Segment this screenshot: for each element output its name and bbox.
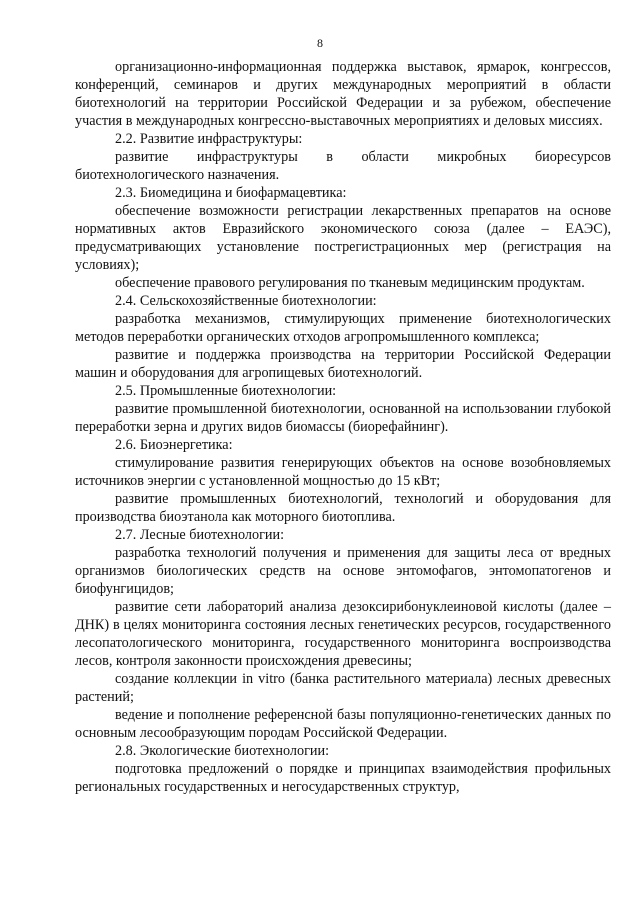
section-heading: 2.3. Биомедицина и биофармацевтика: [115,185,347,201]
paragraph: ведение и пополнение референсной базы популяционно-генетических данных по основным лесообразующим породам Российской Федерации. [75,707,611,741]
section-heading: 2.5. Промышленные биотехнологии: [115,383,337,399]
paragraph: развитие инфраструктуры в области микробных биоресурсов биотехнологического назначения. [75,149,611,183]
paragraph: обеспечение правового регулирования по тканевым медицинским продуктам. [115,275,585,291]
document-body [75,58,611,796]
page-number: 8 [317,36,323,50]
section-heading: 2.7. Лесные биотехнологии: [115,527,285,543]
paragraph: развитие промышленной биотехнологии, основанной на использовании глубокой переработки зерна и других видов биомассы (биорефайнинг). [75,401,611,435]
paragraph: разработка механизмов, стимулирующих применение биотехнологических методов переработки органических отходов агропромышленного комплекса; [75,311,611,345]
section-heading: 2.8. Экологические биотехнологии: [115,743,330,759]
paragraph: организационно-информационная поддержка выставок, ярмарок, конгрессов, конференций, семинаров и других международных мероприятий в области биотехнологий на территории Российской Федерации и за рубежом, обеспечение участия в международных конгрессно-выставочных мероприятиях и деловых миссиях. [75,59,611,129]
paragraph: создание коллекции in vitro (банка растительного материала) лесных древесных растений; [75,671,611,705]
section-heading: 2.2. Развитие инфраструктуры: [115,131,303,147]
paragraph: подготовка предложений о порядке и принципах взаимодействия профильных региональных государственных и негосударственных структур, [75,761,611,795]
paragraph: обеспечение возможности регистрации лекарственных препаратов на основе нормативных актов Евразийского экономического союза (далее – ЕАЭС), предусматривающих установление пострегистрационных мер (регистрация на условиях); [75,203,611,273]
paragraph: развитие сети лабораторий анализа дезоксирибонуклеиновой кислоты (далее – ДНК) в целях мониторинга состояния лесных генетических ресурсов, государственного лесопатологического мониторинга, государственного мониторинга воспроизводства лесов, контроля законности происхождения древесины; [75,599,611,669]
paragraph: развитие промышленных биотехнологий, технологий и оборудования для производства биоэтанола как моторного биотоплива. [75,491,611,525]
paragraph: развитие и поддержка производства на территории Российской Федерации машин и оборудования для агропищевых биотехнологий. [75,347,611,381]
paragraph: разработка технологий получения и применения для защиты леса от вредных организмов биологических средств на основе энтомофагов, энтомопатогенов и биофунгицидов; [75,545,611,597]
section-heading: 2.6. Биоэнергетика: [115,437,233,453]
paragraph: стимулирование развития генерирующих объектов на основе возобновляемых источников энергии с установленной мощностью до 15 кВт; [75,455,611,489]
section-heading: 2.4. Сельскохозяйственные биотехнологии: [115,293,377,309]
